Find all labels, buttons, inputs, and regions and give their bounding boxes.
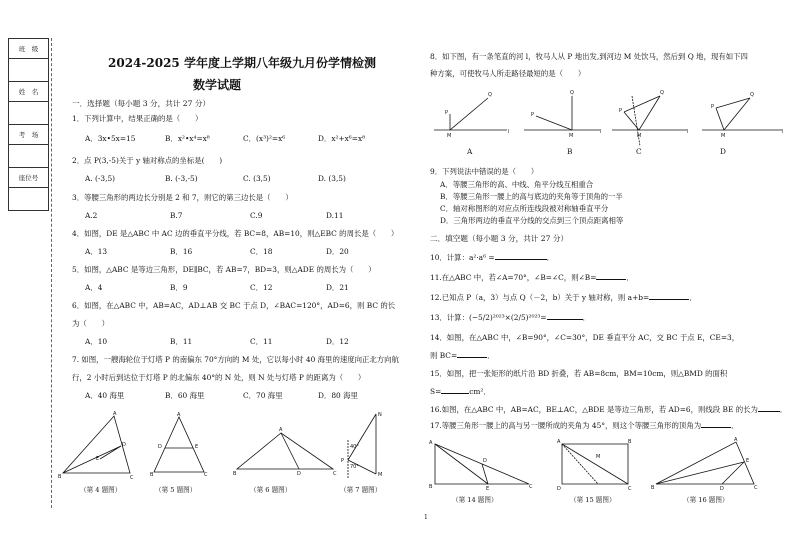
q14-stem: 14．如图，在△ABC 中，∠B=90°，∠C=30°，DE 垂直平分 AC，交 BC 于点 E，CE=3， xyxy=(430,333,740,342)
figure-q8 xyxy=(432,86,787,156)
svg-text:M: M xyxy=(447,133,452,139)
svg-text:l: l xyxy=(508,129,510,135)
svg-text:E: E xyxy=(96,456,100,462)
q4-option-c: C．18 xyxy=(250,247,273,256)
svg-text:A: A xyxy=(177,412,181,418)
name-label: 姓 名 xyxy=(9,82,49,102)
svg-text:E: E xyxy=(195,444,199,450)
q6-option-a: A．10 xyxy=(85,337,108,346)
svg-text:B: B xyxy=(651,485,655,491)
q15-stem: 15．如图，把一张矩形的纸片沿 BD 折叠，若 AB=8cm，BM=10cm，则△BMD 的面积 xyxy=(430,369,728,378)
exam-room-label: 考 场 xyxy=(9,125,49,145)
q6-option-c: C．11 xyxy=(250,337,273,346)
q10: 10．计算：a²·a⁶ = ． xyxy=(430,253,555,262)
q8-label-b: B xyxy=(567,147,573,156)
q12-answer-blank[interactable] xyxy=(649,299,689,300)
q16: 16.如图，在△ABC 中，AB=AC，BE⊥AC，△BDE 是等边三角形，若 AD=6，则线段 BE 的长为 ． xyxy=(430,405,788,414)
svg-text:P: P xyxy=(619,108,623,114)
q9-option-d: D．三角形两边的垂直平分线的交点到三个顶点距离相等 xyxy=(440,216,624,225)
svg-text:A: A xyxy=(557,439,561,445)
q3-option-c: C.9 xyxy=(250,211,263,220)
svg-text:70°: 70° xyxy=(350,464,359,470)
q8-stem: 8．如下图，有一条笔直的河 l，牧马人从 P 地出发,到河边 M 处饮马，然后到 Q 地，现有如下四 xyxy=(430,52,748,61)
seat-number-field xyxy=(9,188,49,211)
svg-text:M: M xyxy=(596,454,601,460)
q6-stem-cont: 为（ ） xyxy=(72,319,109,328)
class-field xyxy=(9,59,49,82)
q8-label-d: D xyxy=(720,147,726,156)
q3-stem: 3．等腰三角形的两边长分别是 2 和 7，则它的第三边长是（ ） xyxy=(72,193,293,202)
svg-text:P: P xyxy=(445,110,449,116)
q15-unit: cm²． xyxy=(469,387,491,396)
q1-option-d: D．x²+x⁶=x⁸ xyxy=(318,134,366,143)
svg-text:D: D xyxy=(297,471,301,477)
figure-q7 xyxy=(340,410,390,482)
q1-stem: 1．下列计算中，结果正确的是（ ） xyxy=(72,114,203,123)
q6-option-d: D．12 xyxy=(326,337,349,346)
q7-option-d: D．80 海里 xyxy=(318,391,358,400)
q10-text: 10．计算：a²·a⁶ = xyxy=(430,253,495,262)
q14-text: 则 BC= xyxy=(430,351,458,360)
q8-label-a: A xyxy=(467,147,473,156)
q7-stem-cont: 行，2 小时后到达位于灯塔 P 的北偏东 40°的 N 处，则 N 处与灯塔 P 的距离为（ ） xyxy=(72,373,366,382)
svg-text:l: l xyxy=(687,129,689,135)
q3-option-b: B.7 xyxy=(170,211,183,220)
svg-text:C: C xyxy=(333,471,337,477)
seat-number-label: 座位号 xyxy=(9,168,49,188)
q7-option-b: B．60 海里 xyxy=(165,391,205,400)
svg-text:E: E xyxy=(486,486,490,491)
figure-q5 xyxy=(150,412,208,482)
q16-text: 16.如图，在△ABC 中，AB=AC，BE⊥AC，△BDE 是等边三角形，若 AD=6，则线段 BE 的长为 xyxy=(430,405,758,414)
q4-stem: 4．如图，DE 是△ABC 中 AC 边的垂直平分线，若 BC=8，AB=10，则△EBC 的周长是（ ） xyxy=(72,229,399,238)
svg-text:A: A xyxy=(279,427,283,433)
q17: 17.等腰三角形一腰上的高与另一腰所成的夹角为 45°，则这个等腰三角形的顶角为 ． xyxy=(430,421,739,430)
section2-heading: 二．填空题（每小题 3 分，共计 27 分） xyxy=(430,234,569,243)
q6-option-b: B．11 xyxy=(170,337,193,346)
q3-option-d: D.11 xyxy=(326,211,344,220)
q15 xyxy=(430,388,491,395)
svg-text:P: P xyxy=(341,458,345,464)
q5-option-d: D．21 xyxy=(326,283,349,292)
svg-text:D: D xyxy=(158,444,162,450)
q9-stem: 9．下列说法中错误的是（ ） xyxy=(430,167,539,176)
q3-option-a: A.2 xyxy=(85,211,98,220)
svg-text:Q: Q xyxy=(488,92,492,98)
q5-stem: 5．如图，△ABC 是等边三角形，DE∥BC，若 AB=7，BD=3，则△ADE 的周长为（ ） xyxy=(72,265,376,274)
figure-q4 xyxy=(58,410,138,482)
exam-room-field xyxy=(9,145,49,168)
svg-text:D: D xyxy=(557,486,561,491)
caption-q7: （第 7 题图） xyxy=(340,486,382,494)
svg-text:C: C xyxy=(628,486,632,491)
svg-text:E: E xyxy=(746,458,750,464)
svg-text:M: M xyxy=(378,472,383,478)
q1-option-c: C．(x³)²=x⁶ xyxy=(243,134,286,143)
q5-option-b: B．9 xyxy=(170,283,188,292)
q4-option-b: B．16 xyxy=(170,247,193,256)
svg-text:l: l xyxy=(782,129,784,135)
q9-option-a: A．等腰三角形的高、中线、角平分线互相重合 xyxy=(440,180,594,189)
svg-text:B: B xyxy=(429,484,433,490)
q8-label-c: C xyxy=(636,147,642,156)
svg-text:C: C xyxy=(529,484,533,490)
q1-option-a: A．3x•5x=15 xyxy=(85,134,136,143)
q7-option-c: C．70 海里 xyxy=(243,391,283,400)
class-label: 班 级 xyxy=(9,39,49,59)
page-subtitle: 数学试题 xyxy=(193,78,242,92)
svg-text:M: M xyxy=(569,133,574,139)
q7-stem: 7. 如图，一艘海轮位于灯塔 P 的南偏东 70°方向的 M 处，它以每小时 40 海里的速度向正北方向航 xyxy=(72,355,399,364)
svg-text:Q: Q xyxy=(570,90,574,96)
svg-text:P: P xyxy=(711,104,715,110)
q2-option-a: A. (-3,5) xyxy=(85,174,116,183)
q15-text: S= xyxy=(430,387,442,396)
q13: 13．计算：(−5/2)²⁰²³×(2/5)²⁰²³= ． xyxy=(430,313,590,322)
svg-text:D: D xyxy=(483,458,487,464)
page-number: 1 xyxy=(424,514,428,521)
q6-stem: 6．如图，在△ABC 中，AB=AC，AD⊥AB 交 BC 于点 D，∠BAC=120°，AD=6，则 BC 的长 xyxy=(72,301,396,310)
svg-text:D: D xyxy=(122,442,126,448)
figure-q6 xyxy=(233,425,338,480)
seal-line xyxy=(51,38,52,508)
caption-q4: （第 4 题图） xyxy=(80,486,122,494)
q17-text: 17.等腰三角形一腰上的高与另一腰所成的夹角为 45°，则这个等腰三角形的顶角为 xyxy=(430,421,702,430)
q11-answer-blank[interactable] xyxy=(596,279,626,280)
q2-option-d: D. (3,5) xyxy=(318,174,346,183)
figure-q15 xyxy=(556,436,636,491)
q4-option-a: A．13 xyxy=(85,247,108,256)
q2-option-b: B. (-3,-5) xyxy=(165,174,198,183)
svg-text:C: C xyxy=(754,485,758,491)
q5-option-a: A．4 xyxy=(85,283,103,292)
q9-option-b: B．等腰三角形一腰上的高与底边的夹角等于顶角的一半 xyxy=(440,192,623,201)
figure-q14 xyxy=(425,436,535,491)
svg-text:B: B xyxy=(150,472,154,478)
q5-option-c: C．12 xyxy=(250,283,273,292)
svg-text:M: M xyxy=(637,133,642,139)
svg-text:Q: Q xyxy=(660,90,664,96)
q15-answer-blank[interactable] xyxy=(441,393,469,394)
svg-text:D: D xyxy=(720,486,724,491)
q13-text: 13．计算：(−5/2)²⁰²³×(2/5)²⁰²³= xyxy=(430,313,547,322)
student-info-table xyxy=(8,38,49,211)
q12-text: 12.已知点 P（a，3）与点 Q（－2，b）关于 y 轴对称，则 a+b= xyxy=(430,293,650,302)
caption-q15: （第 15 题图） xyxy=(570,496,616,504)
q8-stem-cont: 种方案，可使牧马人所走路径最短的是（ ） xyxy=(430,69,586,78)
page-title: 2024-2025 学年度上学期八年级九月份学情检测 xyxy=(108,56,376,70)
caption-q6: （第 6 题图） xyxy=(250,486,292,494)
caption-q5: （第 5 题图） xyxy=(155,486,197,494)
caption-q16: （第 16 题图） xyxy=(683,496,729,504)
svg-text:N: N xyxy=(378,412,382,418)
svg-text:C: C xyxy=(204,472,208,478)
svg-text:40°: 40° xyxy=(350,444,359,450)
q13-answer-blank[interactable] xyxy=(547,319,583,320)
q14: 则 BC= ． xyxy=(430,351,495,360)
svg-text:A: A xyxy=(429,440,433,446)
name-field xyxy=(9,102,49,125)
svg-text:B: B xyxy=(233,471,237,477)
svg-text:B: B xyxy=(58,474,62,480)
svg-text:A: A xyxy=(113,411,117,417)
q2-stem: 2．点 P(3,-5)关于 y 轴对称点的坐标是( ) xyxy=(72,156,223,165)
q16-answer-blank[interactable] xyxy=(758,411,780,412)
q14-answer-blank[interactable] xyxy=(457,357,487,358)
caption-q14: （第 14 题图） xyxy=(452,496,498,504)
q10-answer-blank[interactable] xyxy=(495,259,547,260)
q2-option-c: C. (3,5) xyxy=(243,174,271,183)
svg-text:B: B xyxy=(628,439,632,445)
q17-answer-blank[interactable] xyxy=(701,427,731,428)
svg-text:C: C xyxy=(130,475,134,481)
svg-text:P: P xyxy=(531,112,535,118)
q11-text: 11.在△ABC 中，若∠A=70°，∠B=∠C，则∠B= xyxy=(430,273,597,282)
svg-text:l: l xyxy=(600,129,602,135)
figure-q16 xyxy=(650,436,760,491)
q12: 12.已知点 P（a，3）与点 Q（－2，b）关于 y 轴对称，则 a+b= ． xyxy=(430,293,697,302)
q9-option-c: C．轴对称图形的对应点所连线段被对称轴垂直平分 xyxy=(440,204,609,213)
q1-option-b: B．x²•x⁴=x⁸ xyxy=(165,134,210,143)
q4-option-d: D．20 xyxy=(326,247,349,256)
svg-text:A: A xyxy=(734,437,738,443)
section1-heading: 一．选择题（每小题 3 分，共计 27 分） xyxy=(72,99,211,108)
svg-text:Q: Q xyxy=(750,92,754,98)
q11: 11.在△ABC 中，若∠A=70°，∠B=∠C，则∠B= ． xyxy=(430,273,634,282)
svg-text:M: M xyxy=(721,133,726,139)
q7-option-a: A．40 海里 xyxy=(85,391,125,400)
